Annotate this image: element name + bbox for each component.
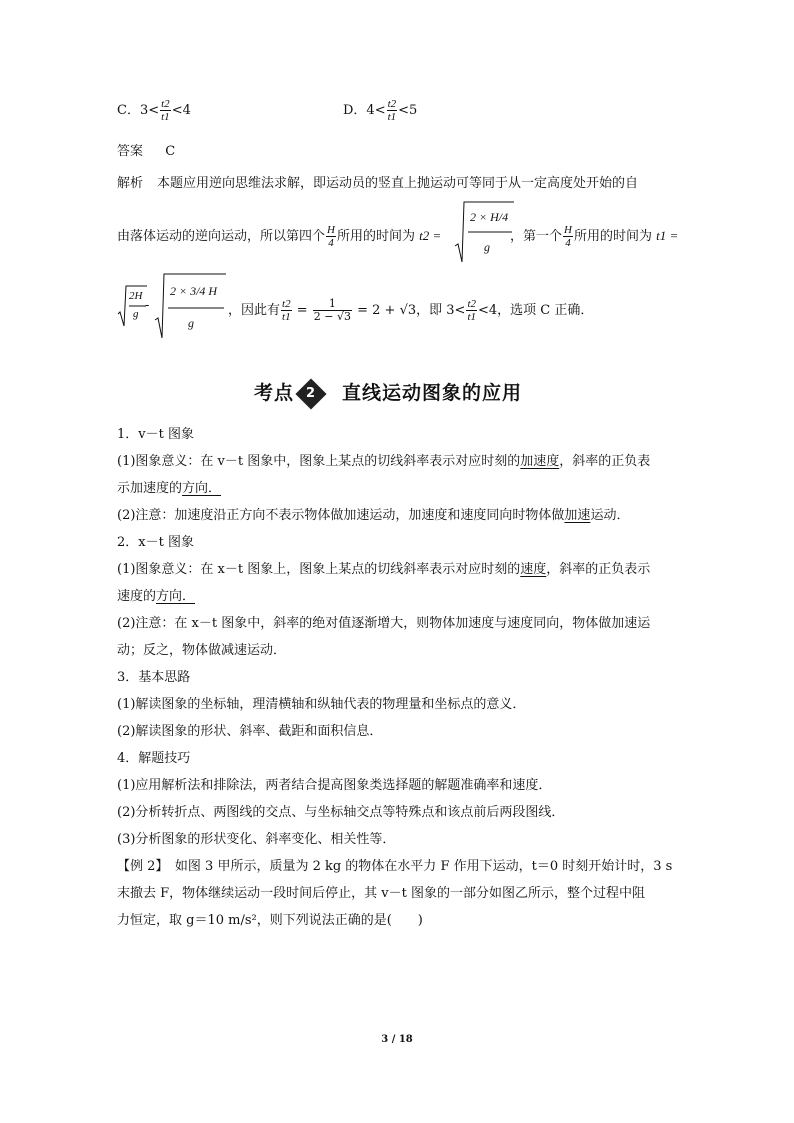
option-c-end: <4 [171,103,191,118]
analysis-line-2-cont [510,224,678,249]
answer-label: 答案 [117,144,144,159]
section-heading [254,378,522,405]
paragraph-vt-meaning-cont: 示加速度的方向． [117,481,222,496]
option-c [117,98,191,123]
section-number: 2 [305,385,317,401]
heading-approach: 3．基本思路 [117,670,191,685]
option-c-label: C．3< [117,103,160,118]
analysis-text-3b: ，即 3< [416,303,466,318]
option-d-label: D．4< [343,103,386,118]
sqrt1-denominator: g [484,240,490,254]
sqrt2-denominator: g [133,308,139,320]
paragraph-xt-meaning: (1)图象意义：在 x－t 图象上，图象上某点的切线斜率表示对应时刻的速度，斜率的正负表示 [117,562,651,577]
page-number: 3 / 18 [381,1034,413,1045]
example-line-1: 【例 2】 如图 3 甲所示，质量为 2 kg 的物体在水平力 F 作用下运动，t＝0 时刻开始计时，3 s [117,859,673,874]
t1-label: t1 = [656,228,679,243]
paragraph-tips-2: (2)分析转折点、两图线的交点、与坐标轴交点等特殊点和该点前后两段图线． [117,805,565,820]
fraction-denominator: t1 [161,111,170,123]
analysis-text-2c: ，第一个 [510,229,563,244]
t2-label: t2 = [419,228,442,243]
paragraph-xt-meaning-cont: 速度的方向． [117,589,196,604]
h-over-4-fraction-2: $\frac{H}{4}$ [564,224,572,249]
t2-over-t1-fraction: $\frac{t2}{t1}$ [282,298,291,323]
analysis-line-1 [117,172,638,191]
example-line-2: 末撤去 F，物体继续运动一段时间后停止，其 v－t 图象的一部分如图乙所示，整个过程中阻 [117,886,645,901]
equals-1: = [296,303,308,318]
answer-value: C [165,144,176,159]
heading-tips: 4．解题技巧 [117,751,191,766]
paragraph-tips-3: (3)分析图象的形状变化、斜率变化、相关性等． [117,832,396,847]
paragraph-vt-meaning: (1)图象意义：在 v－t 图象中，图象上某点的切线斜率表示对应时刻的加速度，斜率的正负表 [117,454,651,469]
analysis-text-2b: 所用的时间为 [336,229,415,244]
section-title-text: 直线运动图象的应用 [342,382,523,404]
sqrt2-numerator: 2H [129,290,143,302]
paragraph-vt-note: (2)注意：加速度沿正方向不表示物体做加速运动，加速度和速度同向时物体做加速运动． [117,508,630,523]
analysis-label: 解析 [117,176,144,191]
analysis-text-3c: <4，选项 C 正确． [478,303,594,318]
analysis-line-3 [228,298,593,323]
analysis-text-2a: 由落体运动的逆向运动，所以第四个 [117,229,326,244]
sqrt3-denominator: g [188,316,194,330]
sqrt1-numerator: 2 × H/4 [470,210,509,224]
analysis-text-2d: 所用的时间为 [573,229,652,244]
answer-line [117,140,175,159]
one-over-fraction: $\frac{1}{2 - √3}$ [313,297,351,323]
example-line-3: 力恒定，取 g＝10 m/s²，则下列说法正确的是( ) [117,913,423,928]
section-prefix: 考点 [254,382,295,404]
paragraph-xt-note-cont: 动；反之，物体做减速运动． [117,643,287,658]
option-d [343,98,417,123]
paragraph-approach-1: (1)解读图象的坐标轴，理清横轴和纵轴代表的物理量和坐标点的意义． [117,697,526,712]
analysis-text-3a: ，因此有 [228,303,281,318]
fraction-denominator: t1 [387,111,397,123]
paragraph-approach-2: (2)解读图象的形状、斜率、截距和面积信息． [117,724,383,739]
analysis-line-2 [117,224,441,249]
section-number-badge [295,378,326,409]
option-c-fraction [160,98,171,123]
h-over-4-fraction: $\frac{H}{4}$ [327,224,335,249]
analysis-text-1: 本题应用逆向思维法求解，即运动员的竖直上抛运动可等同于从一定高度处开始的自 [157,176,639,191]
fraction-numerator: t2 [387,98,397,110]
fraction-numerator: t2 [161,98,170,110]
paragraph-xt-note: (2)注意：在 x－t 图象中，斜率的绝对值逐渐增大，则物体加速度与速度同向，物体做加速运 [117,616,651,631]
equals-2: = 2 + √3 [357,303,417,318]
minus-sign: - [145,298,150,313]
heading-xt: 2．x－t 图象 [117,535,194,550]
paragraph-tips-1: (1)应用解析法和排除法，两者结合提高图象类选择题的解题准确率和速度． [117,778,552,793]
t2-over-t1-fraction-2: $\frac{t2}{t1}$ [467,298,476,323]
sqrt3-numerator: 2 × 3/4 H [170,284,218,298]
sqrt-expression-3 [154,272,228,340]
heading-vt: 1．v－t 图象 [117,427,194,442]
sqrt-expression-1 [454,200,516,264]
option-d-end: <5 [398,103,418,118]
option-d-fraction [387,98,398,123]
